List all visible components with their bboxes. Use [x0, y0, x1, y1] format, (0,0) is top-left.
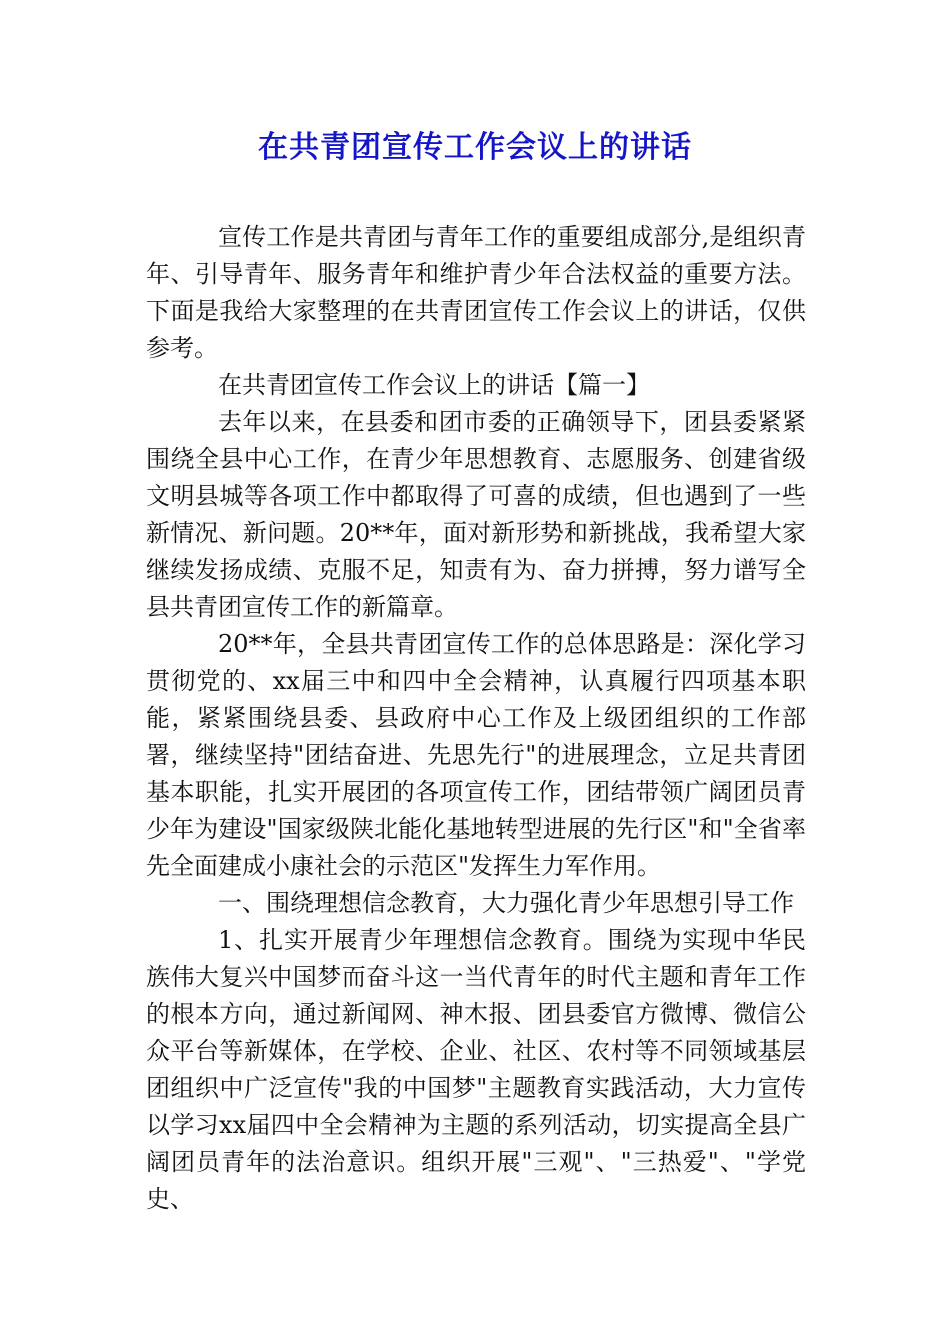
section-heading-part-one: 在共青团宣传工作会议上的讲话【篇一】 [218, 371, 650, 399]
paragraph-overall-approach: 20**年，全县共青团宣传工作的总体思路是：深化学习贯彻党的、xx届三中和四中全会精神，认真履行四项基本职能，紧紧围绕县委、县政府中心工作及上级团组织的工作部署，继续坚持"团结奋进、先思先行"的进展理念，立足共青团基本职能，扎实开展团的各项宣传工作，团结带领广阔团员青少年为建设"国家级陕北能化基地转型进展的先行区"和"全省率先全面建成小康社会的示范区"发挥生力军作用。 [146, 630, 806, 880]
section-heading-ideals-education: 一、围绕理想信念教育，大力强化青少年思想引导工作 [218, 889, 794, 917]
paragraph-item-one: 1、扎实开展青少年理想信念教育。围绕为实现中华民族伟大复兴中国梦而奋斗这一当代青年的时代主题和青年工作的根本方向，通过新闻网、神木报、团县委官方微博、微信公众平台等新媒体，在学校、企业、社区、农村等不同领域基层团组织中广泛宣传"我的中国梦"主题教育实践活动，大力宣传以学习xx届四中全会精神为主题的系列活动，切实提高全县广阔团员青年的法治意识。组织开展"三观"、"三热爱"、"学党史、 [146, 926, 806, 1213]
paragraph-intro: 宣传工作是共青团与青年工作的重要组成部分,是组织青年、引导青年、服务青年和维护青少年合法权益的重要方法。下面是我给大家整理的在共青团宣传工作会议上的讲话，仅供参考。 [146, 223, 806, 362]
document-body [146, 219, 806, 1218]
document-title: 在共青团宣传工作会议上的讲话 [258, 130, 692, 165]
paragraph-last-year-review: 去年以来，在县委和团市委的正确领导下，团县委紧紧围绕全县中心工作，在青少年思想教育、志愿服务、创建省级文明县城等各项工作中都取得了可喜的成绩，但也遇到了一些新情况、新问题。20**年，面对新形势和新挑战，我希望大家继续发扬成绩、克服不足，知责有为、奋力拼搏，努力谱写全县共青团宣传工作的新篇章。 [146, 408, 806, 621]
